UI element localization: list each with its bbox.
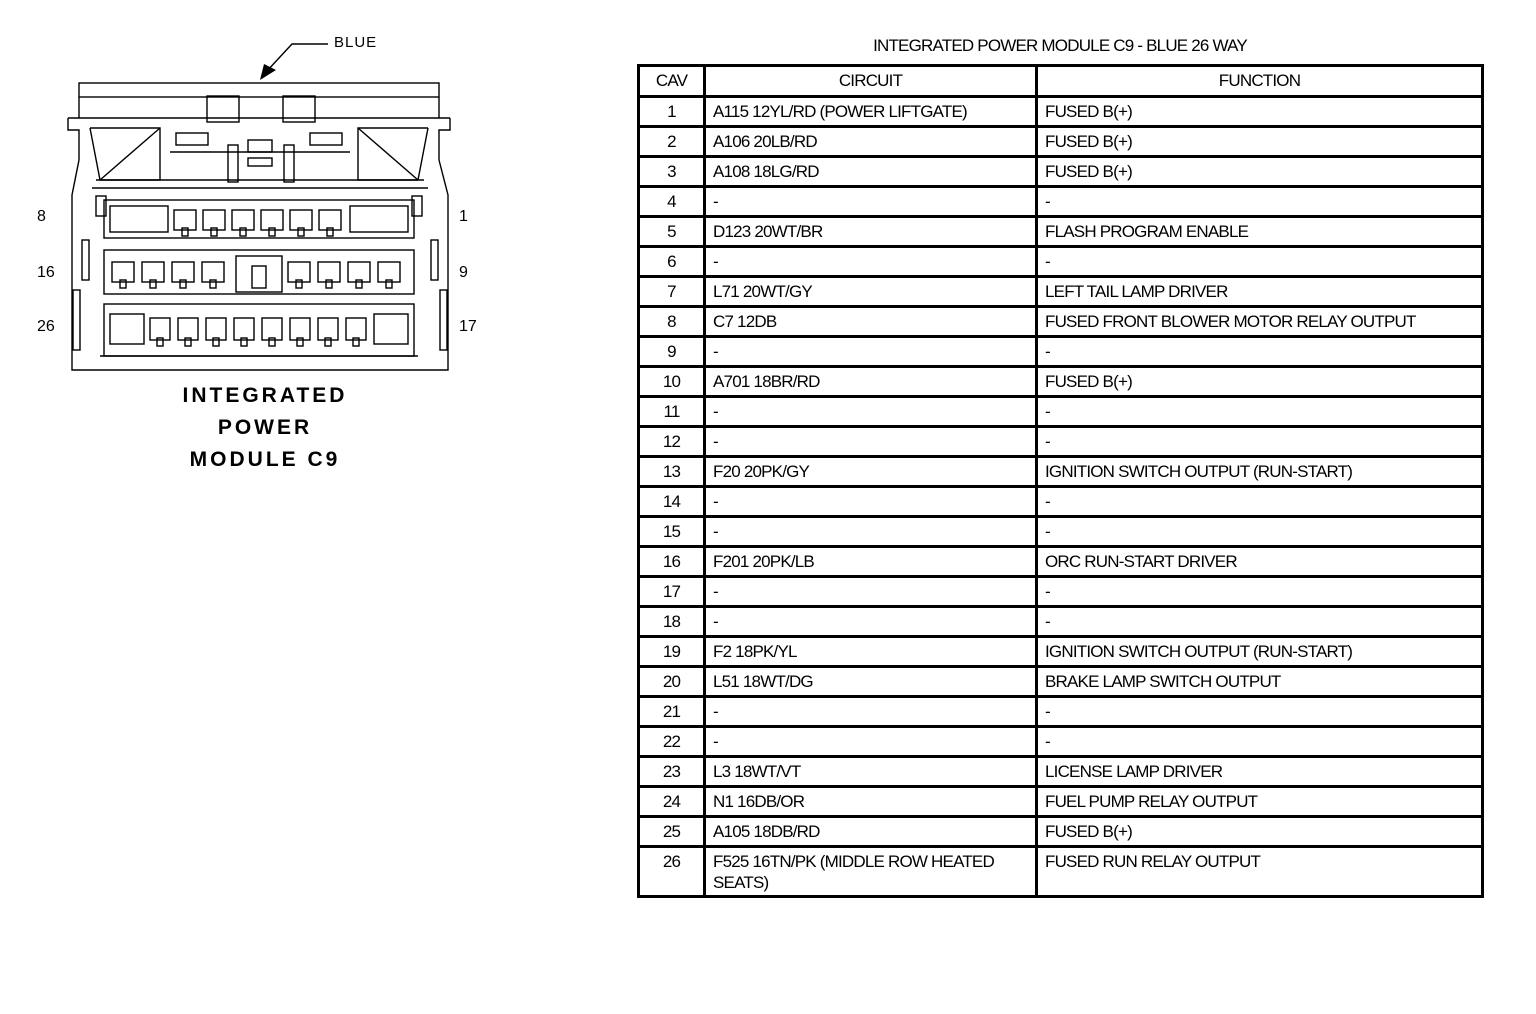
terminal-cavity <box>378 262 400 282</box>
table-row <box>639 517 1483 547</box>
table-row <box>639 187 1483 217</box>
cav-cell: 4 <box>639 187 705 217</box>
function-cell: FUSED RUN RELAY OUTPUT <box>1037 847 1483 897</box>
terminal-cavity <box>318 262 340 282</box>
terminal-cavity <box>142 262 164 282</box>
table-row <box>639 457 1483 487</box>
terminal-latch <box>356 280 362 288</box>
color-callout-arrow <box>260 44 328 80</box>
terminal-cavity <box>290 318 310 340</box>
function-cell: - <box>1037 487 1483 517</box>
pinout-table <box>637 64 1484 898</box>
cav-cell: 9 <box>639 337 705 367</box>
function-cell: IGNITION SWITCH OUTPUT (RUN-START) <box>1037 457 1483 487</box>
circuit-cell: - <box>705 727 1037 757</box>
pin-label-row2-right: 9 <box>459 264 468 281</box>
table-row <box>639 247 1483 277</box>
cav-cell: 16 <box>639 547 705 577</box>
terminal-latch <box>353 338 359 346</box>
table-row <box>639 547 1483 577</box>
function-cell: FUEL PUMP RELAY OUTPUT <box>1037 787 1483 817</box>
terminal-cavity <box>202 262 224 282</box>
cav-cell: 2 <box>639 127 705 157</box>
circuit-cell: L51 18WT/DG <box>705 667 1037 697</box>
terminal-latch <box>296 280 302 288</box>
function-cell: ORC RUN-START DRIVER <box>1037 547 1483 577</box>
terminal-latch <box>269 228 275 236</box>
pin-label-row3-left: 26 <box>37 318 55 335</box>
circuit-cell: - <box>705 427 1037 457</box>
circuit-cell: F525 16TN/PK (MIDDLE ROW HEATED SEATS) <box>705 847 1037 897</box>
cav-cell: 14 <box>639 487 705 517</box>
circuit-cell: F201 20PK/LB <box>705 547 1037 577</box>
terminal-latch <box>210 280 216 288</box>
terminal-latch <box>386 280 392 288</box>
circuit-cell: A108 18LG/RD <box>705 157 1037 187</box>
circuit-cell: - <box>705 607 1037 637</box>
pinout-table-body <box>639 97 1483 897</box>
table-row <box>639 757 1483 787</box>
terminal-cavity <box>150 318 170 340</box>
table-row <box>639 577 1483 607</box>
terminal-latch <box>157 338 163 346</box>
function-cell: - <box>1037 187 1483 217</box>
terminal-cavity <box>288 262 310 282</box>
terminal-cavity <box>203 210 225 230</box>
pin-label-row1-left: 8 <box>37 208 46 225</box>
pin-label-row1-right: 1 <box>459 208 468 225</box>
function-cell: - <box>1037 337 1483 367</box>
function-cell: IGNITION SWITCH OUTPUT (RUN-START) <box>1037 637 1483 667</box>
circuit-cell: - <box>705 397 1037 427</box>
terminal-cavity <box>232 210 254 230</box>
table-row <box>639 727 1483 757</box>
connector-caption-line-1: INTEGRATED <box>182 384 348 407</box>
cav-cell: 23 <box>639 757 705 787</box>
connector-caption <box>150 380 380 476</box>
circuit-cell: N1 16DB/OR <box>705 787 1037 817</box>
cav-cell: 22 <box>639 727 705 757</box>
table-row <box>639 697 1483 727</box>
circuit-cell: C7 12DB <box>705 307 1037 337</box>
function-cell: - <box>1037 607 1483 637</box>
terminal-latch <box>241 338 247 346</box>
circuit-cell: F2 18PK/YL <box>705 637 1037 667</box>
circuit-cell: L71 20WT/GY <box>705 277 1037 307</box>
terminal-cavities <box>112 210 400 346</box>
terminal-cavity <box>346 318 366 340</box>
terminal-latch <box>213 338 219 346</box>
table-row <box>639 217 1483 247</box>
cav-cell: 21 <box>639 697 705 727</box>
terminal-latch <box>269 338 275 346</box>
terminal-cavity <box>262 318 282 340</box>
cav-cell: 8 <box>639 307 705 337</box>
terminal-cavity <box>172 262 194 282</box>
connector-housing <box>68 83 450 370</box>
cav-cell: 26 <box>639 847 705 897</box>
table-row <box>639 637 1483 667</box>
table-row <box>639 397 1483 427</box>
function-cell: FLASH PROGRAM ENABLE <box>1037 217 1483 247</box>
table-row <box>639 307 1483 337</box>
table-row <box>639 667 1483 697</box>
circuit-cell: - <box>705 697 1037 727</box>
circuit-cell: D123 20WT/BR <box>705 217 1037 247</box>
terminal-latch <box>325 338 331 346</box>
table-row <box>639 97 1483 127</box>
table-row <box>639 157 1483 187</box>
circuit-cell: A106 20LB/RD <box>705 127 1037 157</box>
cav-cell: 17 <box>639 577 705 607</box>
terminal-latch <box>150 280 156 288</box>
connector-caption-line-3: MODULE C9 <box>189 448 341 471</box>
table-row <box>639 277 1483 307</box>
connector-color-callout: BLUE <box>334 34 378 51</box>
terminal-latch <box>327 228 333 236</box>
terminal-latch <box>297 338 303 346</box>
circuit-cell: - <box>705 187 1037 217</box>
function-cell: BRAKE LAMP SWITCH OUTPUT <box>1037 667 1483 697</box>
terminal-cavity <box>178 318 198 340</box>
terminal-cavity <box>206 318 226 340</box>
cav-cell: 3 <box>639 157 705 187</box>
cav-cell: 12 <box>639 427 705 457</box>
table-row <box>639 787 1483 817</box>
circuit-cell: - <box>705 247 1037 277</box>
cav-cell: 11 <box>639 397 705 427</box>
cav-cell: 7 <box>639 277 705 307</box>
table-row <box>639 367 1483 397</box>
table-title: INTEGRATED POWER MODULE C9 - BLUE 26 WAY <box>873 36 1247 55</box>
function-cell: FUSED B(+) <box>1037 817 1483 847</box>
function-cell: FUSED B(+) <box>1037 367 1483 397</box>
circuit-cell: A701 18BR/RD <box>705 367 1037 397</box>
cav-cell: 24 <box>639 787 705 817</box>
cav-cell: 10 <box>639 367 705 397</box>
cavity-row-1 <box>104 200 414 238</box>
circuit-cell: - <box>705 517 1037 547</box>
cav-cell: 5 <box>639 217 705 247</box>
circuit-cell: A105 18DB/RD <box>705 817 1037 847</box>
terminal-cavity <box>112 262 134 282</box>
terminal-latch <box>120 280 126 288</box>
header-row <box>639 66 1483 97</box>
cav-cell: 6 <box>639 247 705 277</box>
connector-caption-line-2: POWER <box>217 416 313 439</box>
terminal-latch <box>180 280 186 288</box>
function-cell: - <box>1037 247 1483 277</box>
function-cell: - <box>1037 517 1483 547</box>
terminal-latch <box>185 338 191 346</box>
terminal-cavity <box>319 210 341 230</box>
cav-cell: 25 <box>639 817 705 847</box>
circuit-cell: F20 20PK/GY <box>705 457 1037 487</box>
pin-label-row3-right: 17 <box>459 318 477 335</box>
function-cell: LEFT TAIL LAMP DRIVER <box>1037 277 1483 307</box>
function-cell: FUSED FRONT BLOWER MOTOR RELAY OUTPUT <box>1037 307 1483 337</box>
header-cav: CAV <box>639 66 705 97</box>
pin-label-row2-left: 16 <box>37 264 55 281</box>
terminal-latch <box>326 280 332 288</box>
circuit-cell: - <box>705 337 1037 367</box>
table-row <box>639 427 1483 457</box>
cav-cell: 20 <box>639 667 705 697</box>
circuit-cell: - <box>705 487 1037 517</box>
terminal-latch <box>298 228 304 236</box>
table-row <box>639 487 1483 517</box>
table-row <box>639 127 1483 157</box>
terminal-latch <box>182 228 188 236</box>
terminal-cavity <box>348 262 370 282</box>
table-row <box>639 337 1483 367</box>
table-row <box>639 847 1483 897</box>
pinout-table-header <box>639 66 1483 97</box>
cav-cell: 18 <box>639 607 705 637</box>
function-cell: - <box>1037 397 1483 427</box>
terminal-cavity <box>261 210 283 230</box>
circuit-cell: A115 12YL/RD (POWER LIFTGATE) <box>705 97 1037 127</box>
terminal-latch <box>211 228 217 236</box>
terminal-latch <box>240 228 246 236</box>
function-cell: - <box>1037 727 1483 757</box>
function-cell: FUSED B(+) <box>1037 127 1483 157</box>
function-cell: FUSED B(+) <box>1037 97 1483 127</box>
function-cell: - <box>1037 697 1483 727</box>
table-row <box>639 817 1483 847</box>
function-cell: FUSED B(+) <box>1037 157 1483 187</box>
function-cell: LICENSE LAMP DRIVER <box>1037 757 1483 787</box>
terminal-cavity <box>234 318 254 340</box>
table-row <box>639 607 1483 637</box>
cav-cell: 13 <box>639 457 705 487</box>
circuit-cell: - <box>705 577 1037 607</box>
terminal-cavity <box>318 318 338 340</box>
cav-cell: 1 <box>639 97 705 127</box>
cav-cell: 15 <box>639 517 705 547</box>
circuit-cell: L3 18WT/VT <box>705 757 1037 787</box>
header-function: FUNCTION <box>1037 66 1483 97</box>
header-circuit: CIRCUIT <box>705 66 1037 97</box>
function-cell: - <box>1037 427 1483 457</box>
terminal-cavity <box>290 210 312 230</box>
cav-cell: 19 <box>639 637 705 667</box>
terminal-cavity <box>174 210 196 230</box>
function-cell: - <box>1037 577 1483 607</box>
